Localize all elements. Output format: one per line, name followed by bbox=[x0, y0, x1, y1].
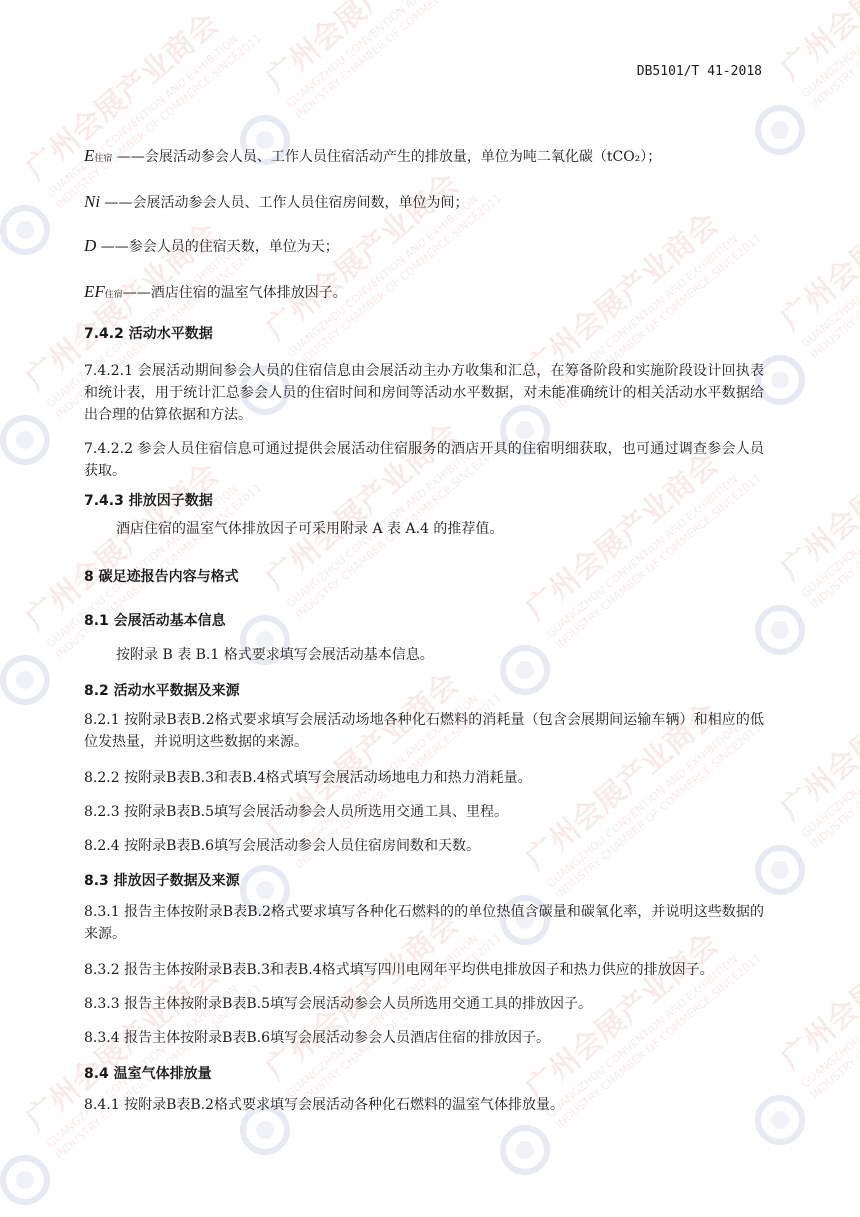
definition-dash: —— bbox=[100, 239, 129, 255]
paragraph-8-3-4: 8.3.4 报告主体按附录B表B.6填写会展活动参会人员酒店住宿的排放因子。 bbox=[84, 1030, 551, 1046]
section-heading-7-4-2: 7.4.2 活动水平数据 bbox=[84, 326, 213, 342]
section-heading-8: 8 碳足迹报告内容与格式 bbox=[84, 569, 239, 585]
section-heading-8-2: 8.2 活动水平数据及来源 bbox=[84, 683, 240, 699]
symbol: D bbox=[84, 236, 97, 255]
paragraph-8-3-3: 8.3.3 报告主体按附录B表B.5填写会展活动参会人员所选用交通工具的排放因子。 bbox=[84, 996, 593, 1012]
symbol: E bbox=[84, 146, 95, 165]
symbol-subscript: 住宿 bbox=[94, 154, 113, 164]
definition-ni bbox=[84, 192, 762, 212]
paragraph-8-3-1: 8.3.1 报告主体按附录B表B.2格式要求填写各种化石燃料的的单位热值含碳量和碳氧化率，并说明这些数据的来源。 bbox=[84, 904, 764, 942]
definition-text: 酒店住宿的温室气体排放因子。 bbox=[150, 285, 347, 301]
definition-dash: —— bbox=[116, 149, 145, 165]
section-heading-7-4-3: 7.4.3 排放因子数据 bbox=[84, 493, 213, 509]
definition-text: 会展活动参会人员、工作人员住宿活动产生的排放量，单位为吨二氧化碳（tCO₂）； bbox=[144, 149, 662, 165]
definition-text: 会展活动参会人员、工作人员住宿房间数，单位为间； bbox=[132, 195, 469, 211]
paragraph-8-2-2: 8.2.2 按附录B表B.3和表B.4格式填写会展活动场地电力和热力消耗量。 bbox=[84, 770, 532, 786]
section-heading-8-3: 8.3 排放因子数据及来源 bbox=[84, 873, 240, 889]
definition-d bbox=[84, 236, 762, 256]
paragraph-8-1: 按附录 B 表 B.1 格式要求填写会展活动基本信息。 bbox=[116, 647, 434, 663]
definition-text: 参会人员的住宿天数，单位为天； bbox=[128, 239, 339, 255]
symbol: Ni bbox=[84, 192, 101, 211]
document-code: DB5101/T 41-2018 bbox=[636, 64, 762, 79]
paragraph-8-3-2: 8.3.2 报告主体按附录B表B.3和表B.4格式填写四川电网年平均供电排放因子和热力供应的排放因子。 bbox=[84, 962, 714, 978]
definition-e-accommodation bbox=[84, 146, 762, 166]
symbol-subscript: 住宿 bbox=[104, 290, 123, 300]
paragraph-7-4-2-2: 7.4.2.2 参会人员住宿信息可通过提供会展活动住宿服务的酒店开具的住宿明细获取，也可通过调查参会人员获取。 bbox=[84, 441, 764, 479]
section-heading-8-1: 8.1 会展活动基本信息 bbox=[84, 613, 226, 629]
symbol: EF bbox=[84, 282, 105, 301]
definition-dash: —— bbox=[104, 195, 133, 211]
definition-ef-accommodation bbox=[84, 282, 762, 302]
paragraph-8-4-1: 8.4.1 按附录B表B.2格式要求填写会展活动各种化石燃料的温室气体排放量。 bbox=[84, 1097, 565, 1113]
paragraph-8-2-1: 8.2.1 按附录B表B.2格式要求填写会展活动场地各种化石燃料的消耗量（包含会展期间运输车辆）和相应的低位发热量，并说明这些数据的来源。 bbox=[84, 712, 764, 750]
paragraph-7-4-2-1: 7.4.2.1 会展活动期间参会人员的住宿信息由会展活动主办方收集和汇总，在筹备阶段和实施阶段设计回执表和统计表，用于统计汇总参会人员的住宿时间和房间等活动水平数据，对未能准确统计的相关活动水平数据给出合理的估算依据和方法。 bbox=[84, 363, 764, 423]
paragraph-7-4-3: 酒店住宿的温室气体排放因子可采用附录 A 表 A.4 的推荐值。 bbox=[116, 521, 504, 537]
paragraph-8-2-3: 8.2.3 按附录B表B.5填写会展活动参会人员所选用交通工具、里程。 bbox=[84, 804, 509, 820]
paragraph-8-2-4: 8.2.4 按附录B表B.6填写会展活动参会人员住宿房间数和天数。 bbox=[84, 838, 481, 854]
definition-dash: —— bbox=[122, 285, 151, 301]
section-heading-8-4: 8.4 温室气体排放量 bbox=[84, 1066, 212, 1082]
